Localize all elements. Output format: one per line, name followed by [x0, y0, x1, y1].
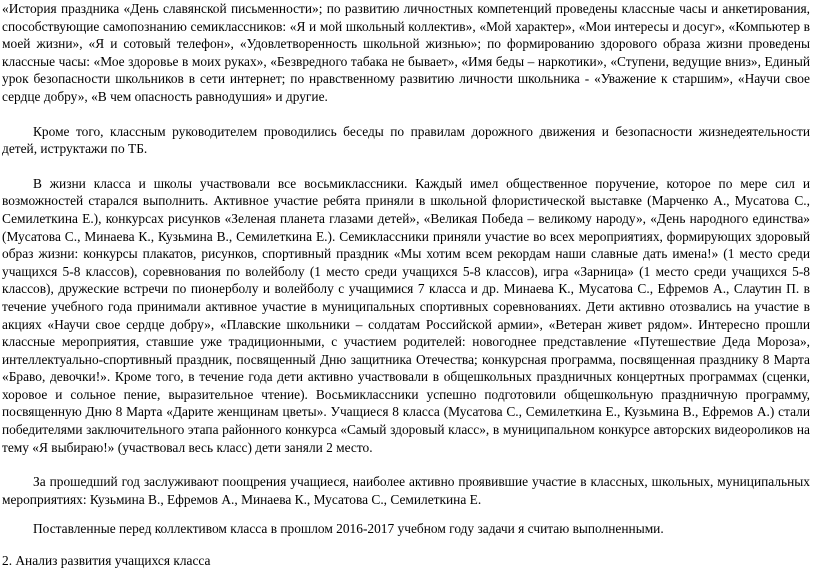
paragraph-class-hours: «История праздника «День славянской письменности»; по развитию личностных компетенций проведены классные часы и анкетирования, способствующие самопознанию семиклассников: «Я и мой школьный коллектив», «Мой характер», «Мои интересы и досуг», «Компьютер в моей жизни», «Я и сотовый телефон», «Удовлетворенность школьной жизнью»; по формированию здорового образа жизни проведены классные часы: «Мое здоровье в моих руках», «Безвредного табака не бывает», «Имя беды – наркотики», «Ступени, ведущие вниз», Единый урок безопасности школьников в сети интернет; по нравственному развитию личности школьника - «Уважение к старшим», «Научи свое сердце добру», «В чем опасность равнодушия» и другие.: [2, 1, 810, 104]
paragraph-class-activities: В жизни класса и школы участвовали все восьмиклассники. Каждый имел общественное поручение, которое по мере сил и возможностей старался выполнить. Активное участие ребята приняли в школьной флористической выставке (Марченко А., Мусатова С., Семилеткина Е.), конкурсах рисунков «Зеленая планета глазами детей», «Великая Победа – великому народу», «День народного единства» (Мусатова С., Минаева К., Кузьмина В., Семилеткина Е.). Семиклассники приняли участие во всех мероприятиях, формирующих здоровый образ жизни: конкурсы плакатов, рисунков, спортивный праздник «Мы хотим всем рекордам наши славные дать имена!» (1 место среди учащихся 5-8 классов), соревнования по волейболу (1 место среди учащихся 5-8 классов), игра «Зарница» (1 место среди учащихся 5-8 классов), дружеские встречи по пионерболу и волейболу с учащимися 7 класса и др. Минаева К., Мусатова С., Ефремов А., Слаутин П. в течение учебного года принимали активное участие в муниципальных спортивных соревнованиях. Дети активно отозвались на участие в акциях «Научи свое сердце добру», «Плавские школьники – солдатам Российской армии», «Ветеран живет рядом». Интересно прошли классные мероприятия, ставшие уже традиционными, с участием родителей: новогоднее представление «Путешествие Деда Мороза», интеллектуально-спортивный праздник, посвященный Дню защитника Отечества; конкурсная программа, посвященная празднику 8 Марта «Браво, девочки!». Кроме того, в течение года дети активно участвовали в общешкольных праздничных концертных программах (сценки, хоровое и сольное пение, выразительное чтение). Восьмиклассники успешно подготовили общешкольную праздничную программу, посвященную Дню 8 Марта «Дарите женщинам цветы». Учащиеся 8 класса (Мусатова С., Семилеткина Е., Кузьмина В., Ефремов А.) стали победителями заключительного этапа районного конкурса «Самый здоровый класс», в муниципальном конкурсе авторских видеороликов на тему «Я выбираю!» (участвовал весь класс) дети заняли 2 место.: [2, 175, 810, 455]
paragraph-safety-talks: Кроме того, классным руководителем проводились беседы по правилам дорожного движения и безопасности жизнедеятельности детей, иструктажи по ТБ.: [2, 123, 810, 157]
paragraph-tasks-completed: Поставленные перед коллективом класса в прошлом 2016-2017 учебном году задачи я считаю выполненными.: [33, 521, 664, 537]
section-heading: 2. Анализ развития учащихся класса: [2, 553, 211, 569]
paragraph-encouragement: За прошедший год заслуживают поощрения учащиеся, наиболее активно проявившие участие в классных, школьных, муниципальных мероприятиях: Кузьмина В., Ефремов А., Минаева К., Мусатова С., Семилеткина Е.: [2, 474, 810, 507]
